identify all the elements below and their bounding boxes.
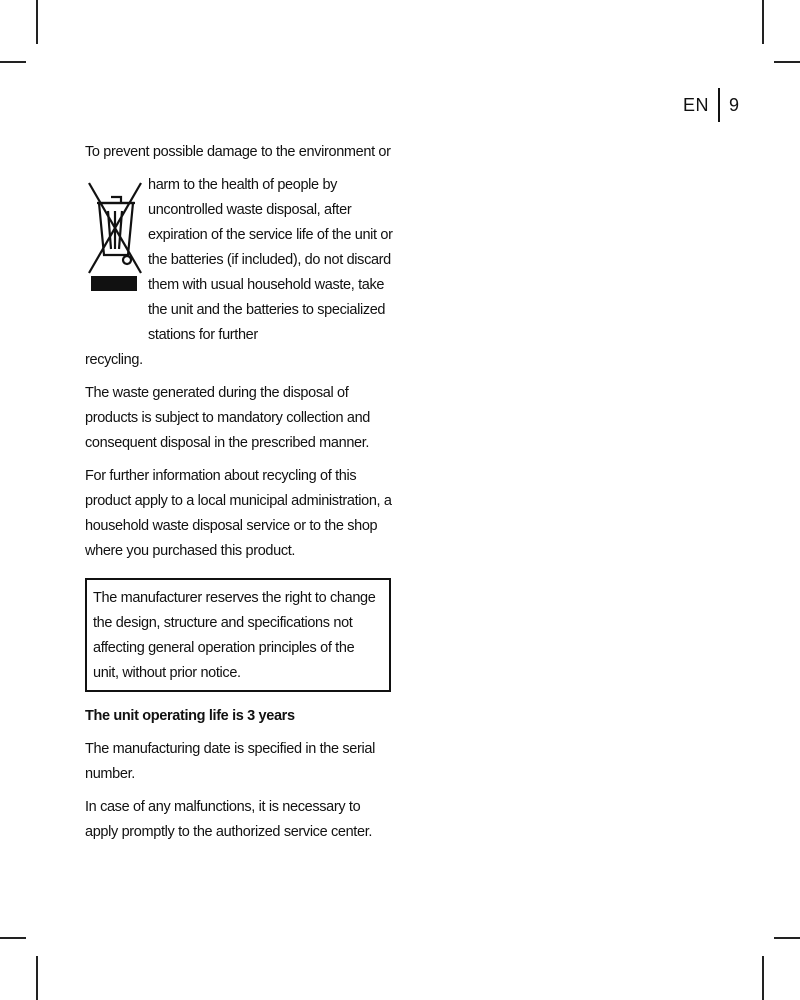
weee-block bbox=[85, 173, 395, 348]
page-number: 9 bbox=[729, 94, 740, 115]
manufacturing-date: The manufacturing date is specified in the serial number. bbox=[85, 741, 375, 782]
page-content bbox=[85, 140, 395, 853]
crop-mark bbox=[762, 0, 764, 44]
crop-mark bbox=[0, 61, 26, 63]
notice-box: The manufacturer reserves the right to change the design, structure and specifications not affecting general operation principles of the unit, without prior notice. bbox=[85, 578, 391, 692]
crop-mark bbox=[762, 956, 764, 1000]
crop-mark bbox=[36, 0, 38, 44]
header-divider bbox=[718, 88, 720, 122]
crop-mark bbox=[774, 61, 800, 63]
page-header bbox=[683, 88, 739, 122]
operating-life: The unit operating life is 3 years bbox=[85, 708, 295, 724]
crop-mark bbox=[36, 956, 38, 1000]
malfunctions-paragraph: In case of any malfunctions, it is necessary to apply promptly to the authorized service center. bbox=[85, 799, 373, 840]
weee-text: harm to the health of people by uncontrolled waste disposal, after expiration of the service life of the unit or the batteries (if included), do not discard them with usual household waste, take the unit and the batteries to specialized stations for further bbox=[148, 177, 393, 343]
waste-collection-paragraph: The waste generated during the disposal of products is subject to mandatory collection and consequent disposal in the prescribed manner. bbox=[85, 385, 370, 451]
further-info-paragraph: For further information about recycling of this product apply to a local municipal administration, a household waste disposal service or to the shop where you purchased this product. bbox=[85, 468, 392, 559]
weee-lead: To prevent possible damage to the environment or bbox=[85, 144, 391, 160]
language-code: EN bbox=[683, 94, 710, 115]
crop-mark bbox=[0, 937, 26, 939]
weee-tail: recycling. bbox=[85, 352, 143, 368]
crossed-out-wheelie-bin-icon bbox=[85, 173, 148, 323]
crop-mark bbox=[774, 937, 800, 939]
